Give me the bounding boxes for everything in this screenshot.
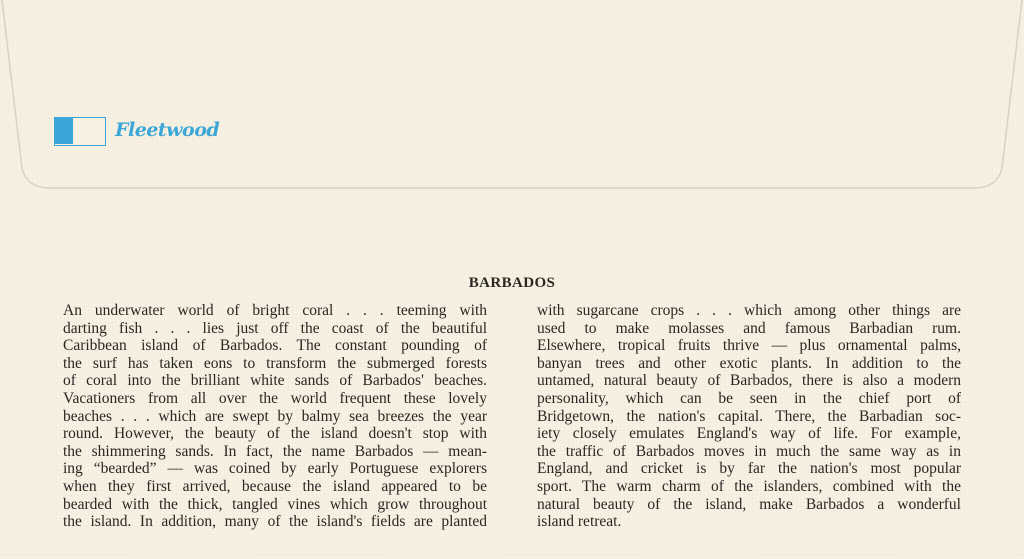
text-line: An underwater world of bright coral . . . teeming with bbox=[63, 302, 487, 319]
fleetwood-logo bbox=[54, 117, 220, 147]
text-line: darting fish . . . lies just off the coast of the beautiful bbox=[63, 319, 487, 337]
text-line: untamed, natural beauty of Barbados, there is also a modern bbox=[537, 372, 961, 390]
text-line: with sugarcane crops . . . which among other things are bbox=[537, 302, 961, 319]
text-line: beaches . . . which are swept by balmy sea breezes the year bbox=[63, 407, 487, 425]
text-line: when they first arrived, because the island appeared to be bbox=[63, 477, 487, 495]
text-line: natural beauty of the island, make Barbados a wonderful bbox=[537, 495, 961, 513]
envelope-flap bbox=[0, 0, 1024, 200]
text-line: the surf has taken eons to transform the submerged forests bbox=[63, 354, 487, 372]
text-line: personality, which can be seen in the chief port of bbox=[537, 389, 961, 407]
text-line: Caribbean island of Barbados. The constant pounding of bbox=[63, 337, 487, 355]
text-line: the traffic of Barbados moves in much the same way as in bbox=[537, 442, 961, 460]
text-line: Vacationers from all over the world frequent these lovely bbox=[63, 389, 487, 407]
text-line: ing “bearded” — was coined by early Portuguese explorers bbox=[63, 460, 487, 478]
logo-fill bbox=[55, 118, 73, 144]
page-title: BARBADOS bbox=[468, 275, 556, 291]
left-text-column bbox=[63, 302, 487, 531]
text-line: island retreat. bbox=[537, 513, 622, 531]
text-line: iety closely emulates England's way of life. For example, bbox=[537, 425, 961, 443]
text-line: England, and cricket is by far the nation's most popular bbox=[537, 460, 961, 478]
logo-box-icon bbox=[54, 117, 106, 146]
text-line: used to make molasses and famous Barbadian rum. bbox=[537, 319, 961, 337]
text-line: round. However, the beauty of the island doesn't stop with bbox=[63, 425, 487, 443]
text-line: Bridgetown, the nation's capital. There, the Barbadian soc- bbox=[537, 407, 961, 425]
text-line: of coral into the brilliant white sands of Barbados' beaches. bbox=[63, 372, 487, 390]
text-line: sport. The warm charm of the islanders, combined with the bbox=[537, 477, 961, 495]
text-line: the shimmering sands. In fact, the name Barbados — mean- bbox=[63, 442, 487, 460]
logo-wordmark: Fleetwood bbox=[115, 119, 220, 141]
text-line: Elsewhere, tropical fruits thrive — plus ornamental palms, bbox=[537, 337, 961, 355]
text-line: bearded with the thick, tangled vines which grow throughout bbox=[63, 495, 487, 513]
text-line: the island. In addition, many of the island's fields are planted bbox=[63, 513, 487, 531]
right-text-column bbox=[537, 302, 961, 531]
text-line: banyan trees and other exotic plants. In addition to the bbox=[537, 354, 961, 372]
